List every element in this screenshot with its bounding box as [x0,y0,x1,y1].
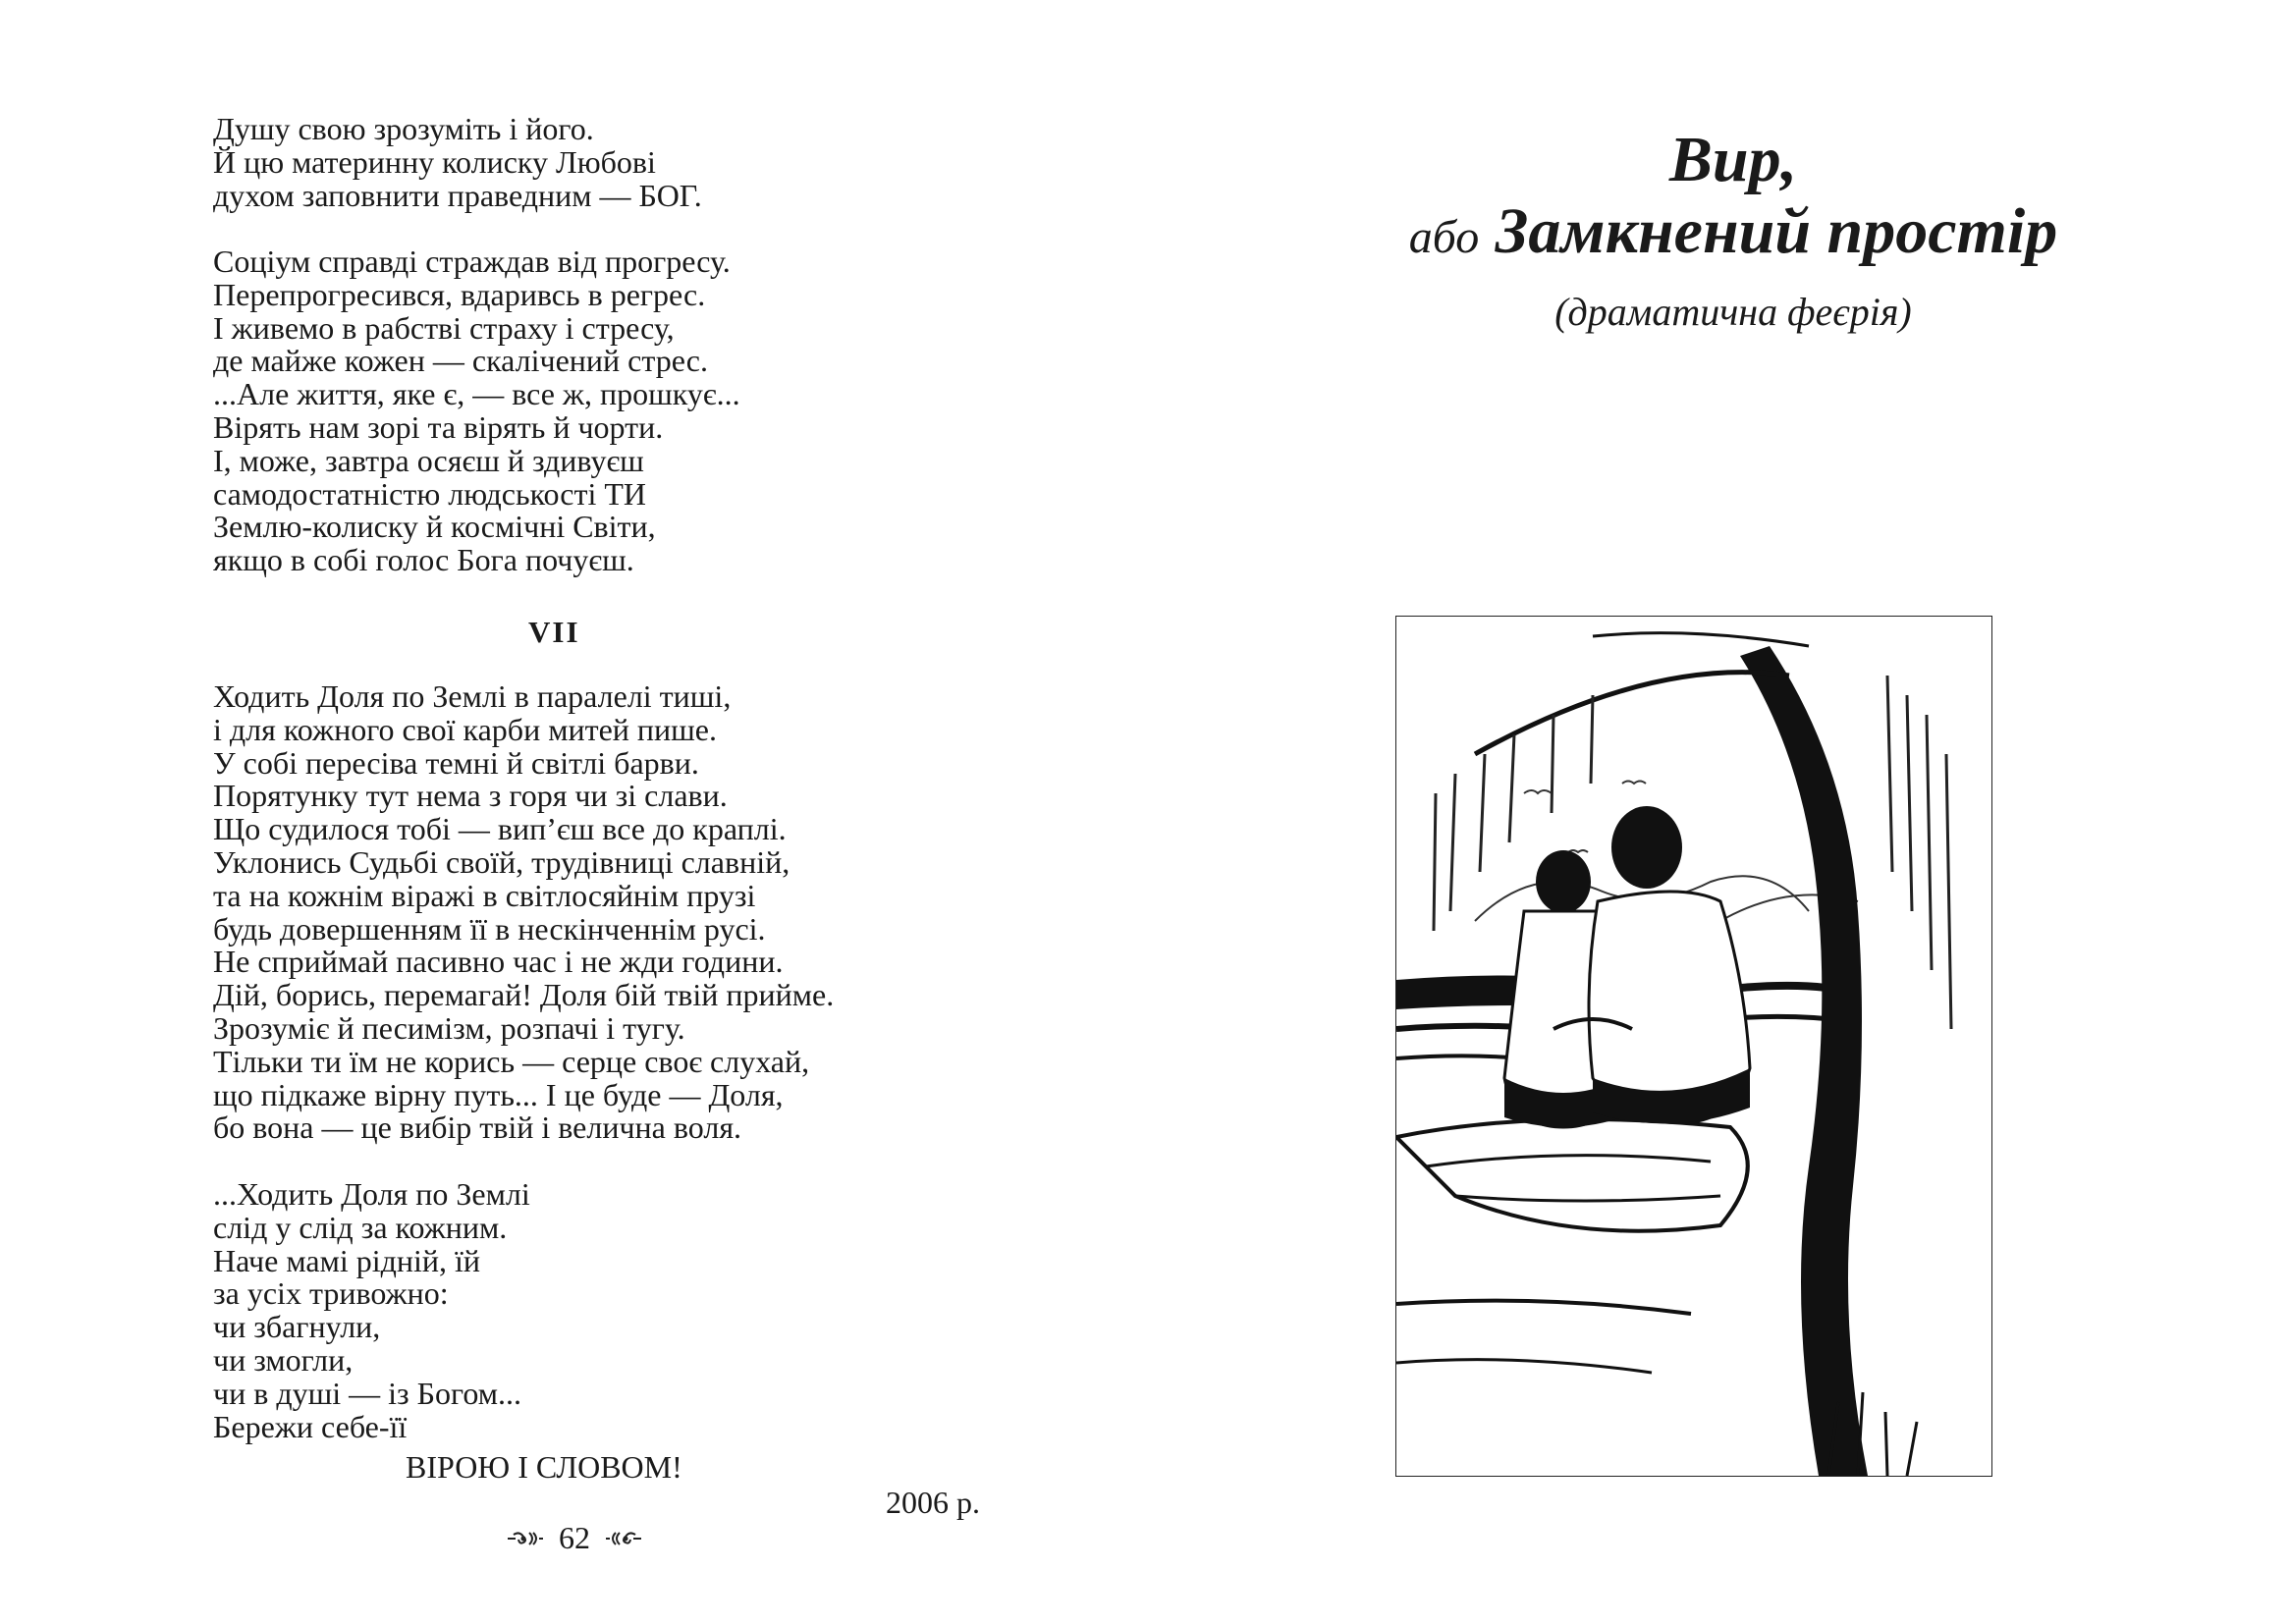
poem-line: Порятунку тут нема з горя чи зі слави. [213,778,728,814]
poem-line: Й цю материнну колиску Любові [213,143,656,180]
stanza-1 [213,113,979,212]
poem-line: самодостатністю людськості ТИ [213,475,647,512]
poem-line: будь довершенням її в нескінченнім русі. [213,910,766,947]
play-subtitle: Замкнений простір [1495,195,2058,267]
poem-line: Вірять нам зорі та вірять й чорти. [213,408,664,445]
poem-line: Бережи себе-її [213,1408,408,1444]
poem-line: ...Ходить Доля по Землі [213,1176,530,1212]
poem-line: Душу свою зрозуміть і його. [213,111,594,146]
poem-line: чи змогли, [213,1341,354,1378]
poem-line: Перепрогресився, вдаривсь в регрес. [213,276,706,312]
poem-line: і для кожного свої карби митей пише. [213,711,717,747]
poem-line: де майже кожен — скалічений стрес. [213,343,708,379]
subtitle-line [1360,194,2106,275]
genre-label: (драматична феєрія) [1554,290,1912,334]
poem-line: Що судилося тобі — вип’єш все до краплі. [213,811,787,847]
section-numeral: VII [528,615,580,649]
poem-line: духом заповнити праведним — БОГ. [213,177,702,213]
poem-line: Ходить Доля по Землі в паралелі тиші, [213,678,732,714]
illustration-couple-under-willow [1395,616,1992,1477]
poem-line: Наче мамі рідній, їй [213,1242,481,1278]
poem-line: Соціум справді страждав від прогресу. [213,244,731,279]
poem-line: І, може, завтра осяєш й здивуєш [213,442,644,478]
stanza-2 [213,245,979,577]
poem-line: Не сприймай пасивно час і не жди години. [213,944,784,980]
title-block [1360,126,2106,335]
poem-line: Землю-колиску й космічні Світи, [213,509,656,545]
poem-line: слід у слід за кожним. [213,1209,508,1245]
subtitle-prefix: або [1408,211,1480,263]
poem-line: що підкаже вірну путь... І це буде — Доля, [213,1076,784,1112]
poem-line: І живемо в рабстві страху і стресу, [213,309,675,346]
poem-line: бо вона — це вибір твій і велична воля. [213,1110,742,1146]
poem-line: Зрозуміє й песимізм, розпачі і тугу. [213,1009,685,1046]
page-number-block [506,1520,643,1556]
poem-line: У собі пересіва темні й світлі барви. [213,744,699,781]
couple-under-willow-drawing [1396,617,1991,1476]
right-page [1144,0,2289,1624]
poem-line: за усіх тривожно: [213,1275,449,1312]
play-title: Вир, [1668,124,1798,195]
poem-line: ...Але життя, яке є, — все ж, прошкує... [213,376,740,412]
stanza-4 [213,1178,979,1443]
poem-line: Тільки ти їм не корись — серце своє слухай, [213,1043,810,1079]
closing-line: ВІРОЮ І СЛОВОМ! [406,1449,682,1485]
poem-line: Дій, борись, перемагай! Доля бій твій прийме. [213,977,835,1013]
poem-line: чи в душі — із Богом... [213,1375,522,1411]
poem-line: та на кожнім віражі в світлосяйнім прузі [213,877,756,913]
left-page [0,0,1144,1624]
page-number: 62 [559,1520,590,1555]
stanza-3 [213,680,979,1145]
ornament-right-icon [604,1527,643,1550]
poem-line: Уклонись Судьбі своїй, трудівниці славній, [213,843,790,880]
poem-line: якщо в собі голос Бога почуєш. [213,542,634,578]
ornament-left-icon [506,1527,545,1550]
poem-line: чи збагнули, [213,1309,381,1345]
poem-date: 2006 р. [886,1485,980,1520]
